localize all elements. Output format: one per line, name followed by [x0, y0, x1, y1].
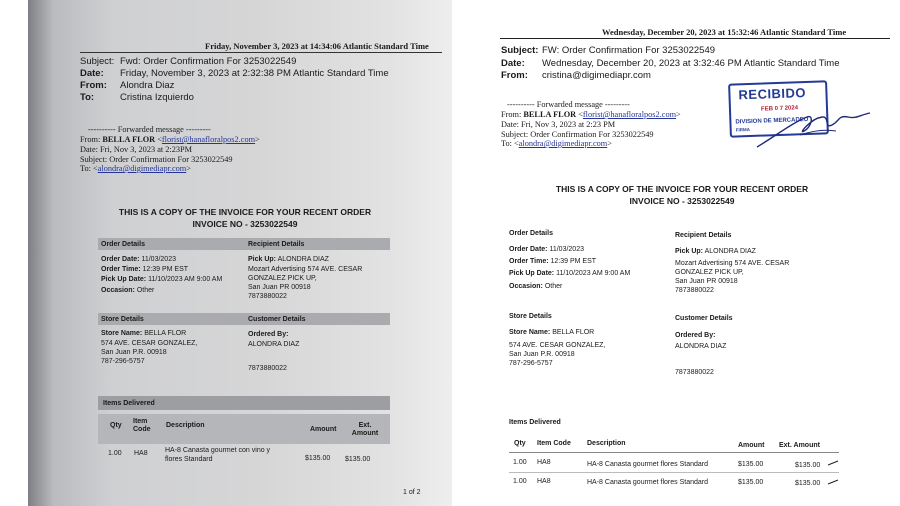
items-delivered-heading: Items Delivered [103, 400, 155, 407]
ordered-by-label: Ordered By: [248, 331, 289, 338]
order-date-row: Order Date: 11/03/2023 [101, 256, 176, 263]
recipient-details-heading: Recipient Details [675, 232, 732, 239]
forward-from-email-link[interactable]: florist@hanafloralpos2.com [582, 110, 677, 119]
store-address-1: 574 AVE. CESAR GONZALEZ, [509, 342, 606, 349]
right-item-qty: 1.00 [513, 478, 527, 485]
order-time-row: Order Time: 12:39 PM EST [101, 266, 189, 273]
email-from: Alondra Diaz [120, 80, 175, 91]
recipient-details-heading: Recipient Details [248, 241, 305, 248]
email-date-label: Date: [80, 68, 104, 79]
stamp-firma: FIRMA [735, 127, 751, 133]
occasion-row: Occasion: Other [509, 283, 563, 290]
store-name-row: Store Name: BELLA FLOR [101, 330, 187, 337]
email-date-header: Wednesday, December 20, 2023 at 15:32:46 Atlantic Standard Time [602, 27, 847, 37]
signature-graphic [752, 105, 872, 155]
invoice-number: INVOICE NO - 3253022549 [192, 219, 298, 229]
email-to-label: To: [80, 92, 95, 103]
pickup-date-row: Pick Up Date: 11/10/2023 AM 9:00 AM [509, 270, 631, 277]
right-item-amount: $135.00 [738, 461, 764, 468]
recipient-phone: 7873880022 [675, 287, 714, 294]
col-qty: Qty [514, 440, 526, 447]
invoice-title: THIS IS A COPY OF THE INVOICE FOR YOUR RECENT ORDER [555, 184, 809, 194]
forward-to-email-link[interactable]: alondra@digimediapr.com [97, 164, 187, 173]
email-from-label: From: [501, 70, 528, 81]
order-date-row: Order Date: 11/03/2023 [509, 246, 584, 253]
recipient-pickup-row: Pick Up: ALONDRA DIAZ [248, 256, 329, 263]
left-item-qty: 1.00 [108, 450, 122, 457]
right-item-amount: $135.00 [738, 479, 764, 486]
email-to: Cristina Izquierdo [120, 92, 194, 103]
forward-from-email-link[interactable]: florist@hanafloralpos2.com [161, 135, 256, 144]
customer-details-heading: Customer Details [675, 315, 733, 322]
forward-separator: ---------- Forwarded message --------- [507, 100, 630, 109]
email-subject: Fwd: Order Confirmation For 3253022549 [120, 56, 297, 67]
ordered-by-name: ALONDRA DIAZ [248, 341, 300, 348]
recipient-pickup-row: Pick Up: ALONDRA DIAZ [675, 248, 756, 255]
right-item-ext: $135.00 [795, 462, 821, 469]
forward-date: Date: Fri, Nov 3, 2023 at 2:23PM [80, 145, 193, 154]
store-address-1: 574 AVE. CESAR GONZALEZ, [101, 340, 198, 347]
forward-to: To: <alondra@digimediapr.com> [80, 164, 191, 173]
col-ext-amount: Ext. Amount [351, 422, 379, 437]
page-number: 1 of 2 [403, 489, 421, 496]
right-item-ext: $135.00 [795, 480, 821, 487]
left-item-amount: $135.00 [305, 455, 331, 462]
customer-details-heading: Customer Details [248, 316, 306, 323]
col-description: Description [166, 422, 205, 429]
items-delivered-heading: Items Delivered [509, 419, 561, 426]
email-subject-label: Subject: [501, 45, 539, 56]
forward-from: From: BELLA FLOR <florist@hanafloralpos2.com> [80, 135, 260, 144]
stamp-division: DIVISION DE MERCADEO [735, 116, 809, 126]
left-item-desc-2: flores Standard [165, 456, 213, 463]
order-time-row: Order Time: 12:39 PM EST [509, 258, 597, 265]
left-item-code: HA8 [134, 450, 148, 457]
pickup-date-row: Pick Up Date: 11/10/2023 AM 9:00 AM [101, 276, 223, 283]
store-address-2: San Juan P.R. 00918 [101, 349, 167, 356]
col-description: Description [587, 440, 626, 447]
email-subject: FW: Order Confirmation For 3253022549 [542, 45, 716, 56]
recipient-address-3: San Juan PR 00918 [675, 278, 738, 285]
customer-phone: 7873880022 [248, 365, 287, 372]
store-address-2: San Juan P.R. 00918 [509, 351, 575, 358]
col-amount: Amount [310, 426, 337, 433]
check-marks [826, 458, 842, 488]
right-document-page [452, 0, 900, 506]
ordered-by-name: ALONDRA DIAZ [675, 343, 727, 350]
store-name-row: Store Name: BELLA FLOR [509, 329, 595, 336]
email-date-label: Date: [501, 58, 525, 69]
recipient-phone: 7873880022 [248, 293, 287, 300]
recipient-address-2: GONZALEZ PICK UP, [675, 269, 744, 276]
recipient-address-3: San Juan PR 00918 [248, 284, 311, 291]
forward-date: Date: Fri, Nov 3, 2023 at 2:23 PM [501, 120, 616, 129]
forward-subject: Subject: Order Confirmation For 3253022549 [501, 130, 654, 139]
forward-to: To: <alondra@digimediapr.com> [501, 139, 612, 148]
col-item-code: Item Code [537, 440, 571, 447]
recipient-address-1: Mozart Advertising 574 AVE. CESAR [675, 260, 790, 267]
invoice-number: INVOICE NO - 3253022549 [629, 196, 735, 206]
store-details-heading: Store Details [101, 316, 144, 323]
store-details-heading: Store Details [509, 313, 552, 320]
order-details-heading: Order Details [101, 241, 145, 248]
recipient-address-2: GONZALEZ PICK UP, [248, 275, 317, 282]
email-date: Friday, November 3, 2023 at 2:32:38 PM Atlantic Standard Time [120, 68, 389, 79]
ordered-by-label: Ordered By: [675, 332, 716, 339]
email-subject-label: Subject: [80, 56, 115, 67]
stamp-date: FEB 0 7 2024 [760, 105, 799, 113]
right-item-qty: 1.00 [513, 459, 527, 466]
email-date: Wednesday, December 20, 2023 at 3:32:46 PM Atlantic Standard Time [542, 58, 840, 69]
store-phone: 787-296-5757 [101, 358, 145, 365]
col-qty: Qty [110, 422, 122, 429]
left-item-desc-1: HA-8 Canasta gourmet con vino y [165, 447, 271, 454]
email-from: cristina@digimediapr.com [542, 70, 651, 81]
right-item-desc: HA-8 Canasta gourmet flores Standard [587, 461, 709, 468]
right-item-code: HA8 [537, 478, 551, 485]
right-item-code: HA8 [537, 459, 551, 466]
customer-phone: 7873880022 [675, 369, 714, 376]
store-phone: 787-296-5757 [509, 360, 553, 367]
col-ext-amount: Ext. Amount [779, 442, 820, 449]
forward-subject: Subject: Order Confirmation For 3253022549 [80, 155, 233, 164]
invoice-title: THIS IS A COPY OF THE INVOICE FOR YOUR RECENT ORDER [118, 207, 372, 217]
right-item-desc: HA-8 Canasta gourmet flores Standard [587, 479, 709, 486]
forward-separator: ---------- Forwarded message --------- [88, 125, 211, 134]
forward-to-email-link[interactable]: alondra@digimediapr.com [518, 139, 608, 148]
occasion-row: Occasion: Other [101, 287, 155, 294]
col-item-code: Item Code [133, 418, 151, 433]
order-details-heading: Order Details [509, 230, 553, 237]
forward-from: From: BELLA FLOR <florist@hanafloralpos2.com> [501, 110, 681, 119]
col-amount: Amount [738, 442, 765, 449]
stamp-title: RECIBIDO [738, 85, 807, 103]
left-item-ext: $135.00 [345, 456, 371, 463]
email-from-label: From: [80, 80, 107, 91]
email-date-header: Friday, November 3, 2023 at 14:34:06 Atlantic Standard Time [205, 41, 429, 51]
recipient-address-1: Mozart Advertising 574 AVE. CESAR [248, 266, 363, 273]
